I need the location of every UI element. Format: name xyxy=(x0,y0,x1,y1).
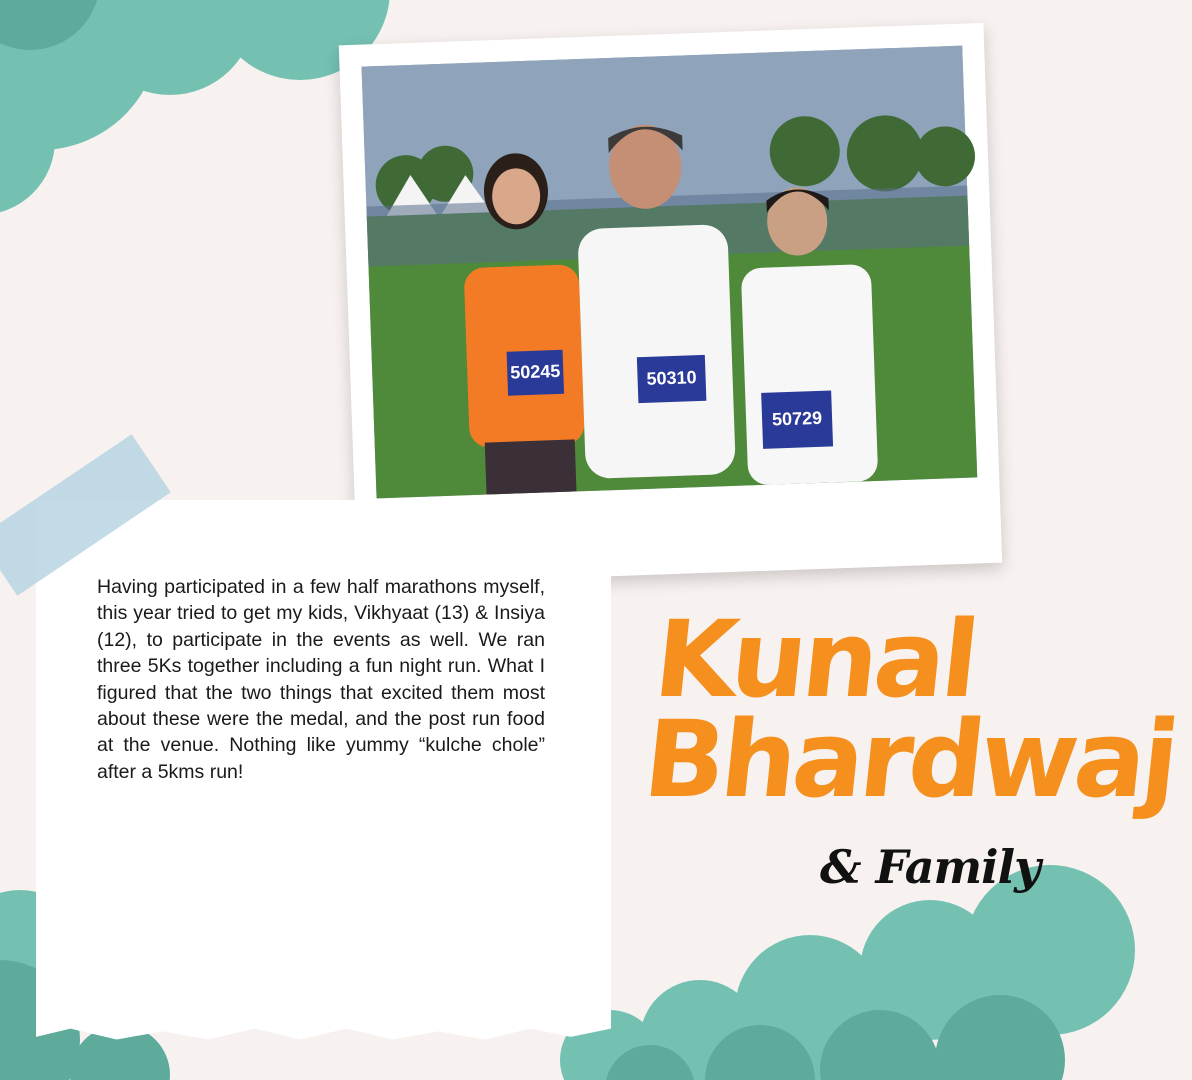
story-text: Having participated in a few half marathons myself, this year tried to get my kids, Vikhyaat (13) & Insiya (12), to participate in the events as well. We ran three 5Ks together including a fun night run. What I figured that the two things that excited them most about these were the medal, and the post run food at the venue. Nothing like yummy “kulche chole” after a 5kms run! xyxy=(97,576,545,783)
photo-illustration xyxy=(362,46,978,499)
bib-number: 50245 xyxy=(509,360,561,383)
family-photo xyxy=(362,46,978,499)
name-last: Bhardwaj xyxy=(638,698,1181,821)
bib-number: 50310 xyxy=(646,367,697,389)
bib-number: 50729 xyxy=(771,407,823,430)
name-first: Kunal xyxy=(648,598,981,721)
family-subtitle: & Family xyxy=(820,840,1040,894)
person-name xyxy=(638,598,1181,821)
